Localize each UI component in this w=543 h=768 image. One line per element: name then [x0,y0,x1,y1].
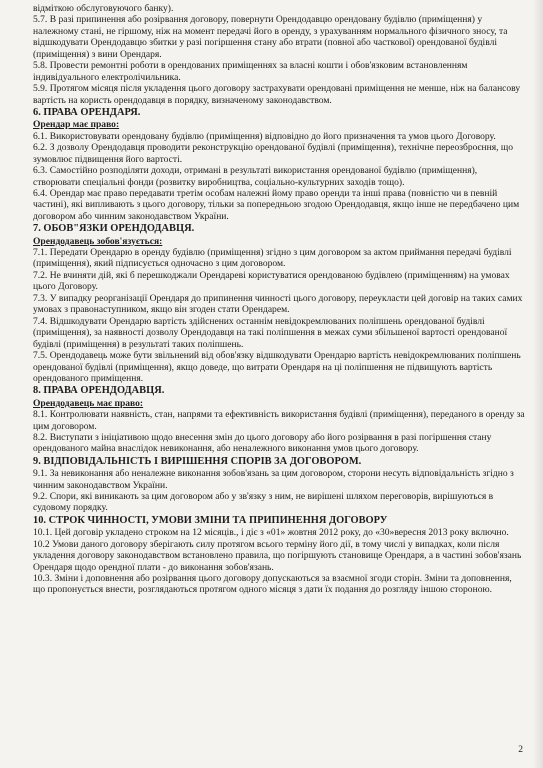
section-heading: 9. ВІДПОВІДАЛЬНІСТЬ І ВИРІШЕННЯ СПОРІВ ЗА ДОГОВОРОМ. [33,455,362,467]
section-subheading: Орендар має право: [33,119,120,131]
section-subheading: Орендодавець має право: [33,397,144,409]
clause-paragraph: 10.1. Цей договір укладено строком на 12 місяців., і діє з «01» жовтня 2012 року, до «30»вересня 2013 року включно. [33,527,509,539]
clause-paragraph: 10.2 Умови даного договору зберігають силу протягом всього терміну його дії, в тому числі у випадках, коли після укладення договору законодавством встановлено правила, що погіршують становище Орендаря, а в частині зобов'язань Орендаря щодо орендної плати - до виконання зобов'язань. [33,538,522,573]
clause-paragraph: 9.2. Спори, які виникають за цим договором або у зв'язку з ним, не вирішені шляхом переговорів, вирішуються в судовому порядку. [33,491,494,514]
section-heading: 7. ОБОВ"ЯЗКИ ОРЕНДОДАВЦЯ. [33,223,195,235]
section-heading: 10. СТРОК ЧИННОСТІ, УМОВИ ЗМІНИ ТА ПРИПИНЕННЯ ДОГОВОРУ [33,514,388,526]
clause-paragraph: 7.3. У випадку реорганізації Орендаря до припинення чинності цього договору, переукласти цей договір на таких самих умовах з правонаступником, якщо він згоден стати Орендарем. [33,292,523,316]
section-heading: 6. ПРАВА ОРЕНДАРЯ. [33,107,141,119]
section-subheading: Орендодавець зобов'язується: [33,235,163,247]
section-heading: 8. ПРАВА ОРЕНДОДАВЦЯ. [33,385,165,397]
clause-paragraph: 7.5. Орендодавець може бути звільнений від обов'язку відшкодувати Орендарю вартість невідокремлюваних поліпшень орендованої будівлі (приміщення), якщо доведе, що витрати Орендаря на ці поліпшення не підвищують вартість орендованого приміщення. [33,350,521,384]
clause-paragraph: 5.9. Протягом місяця після укладення цього договору застрахувати орендовані приміщення не менше, ніж на балансову вартість на користь орендодавця в порядку, визначеному законодавством. [33,83,521,106]
clause-paragraph: 7.2. Не вчиняти дій, які б перешкоджали Орендареві користуватися орендованою будівлею (приміщенням) на умовах цього Договору. [33,269,510,293]
clause-paragraph: 6.1. Використовувати орендовану будівлю (приміщення) відповідно до його призначення та умов цього Договору. [33,130,496,142]
clause-paragraph: 5.7. В разі припинення або розірвання договору, повернути Орендодавцю орендовану будівлю (приміщення) у належному стані, не гіршому, ніж на момент передачі його в оренду, з урахуванням нормального фізичного зносу, та відшкодувати Орендодавцю збитки у разі погіршення стану або втрати (повної або часткової) орендованої будівлі (приміщення) з вини Орендаря. [33,14,508,60]
document-body [33,3,525,596]
clause-paragraph: 9.1. За невиконання або неналежне виконання зобов'язань за цим договором, сторони несуть відповідальність згідно з чинним законодавством України. [33,468,514,491]
clause-paragraph: 10.3. Зміни і доповнення або розірвання цього договору допускаються за взаємної згоди сторін. Зміни та доповнення, що пропонується внести, розглядаються протягом одного місяця з дати їх подання до розгляду іншою стороною. [33,572,512,596]
clause-paragraph: відміткою обслуговуючого банку). [33,3,174,14]
clause-paragraph: 7.4. Відшкодувати Орендарю вартість здійснених останнім невідокремлюваних поліпшень орендованої будівлі (приміщення), за наявності дозволу Орендодавця на такі поліпшення в межах суми збільшеної вартості орендованої будівлі (приміщення) в результаті таких поліпшень. [33,315,508,350]
clause-paragraph: 8.2. Виступати з ініціативою щодо внесення змін до цього договору або його розірвання в разі погіршення стану орендованого майна внаслідок невиконання, або неналежного виконання умов цього договору. [33,432,492,455]
clause-paragraph: 6.2. З дозволу Орендодавця проводити реконструкцію орендованої будівлі (приміщення), технічне переозброєння, що зумовлює підвищення його вартості. [33,142,514,165]
clause-paragraph: 7.1. Передати Орендарю в оренду будівлю (приміщення) згідно з цим договором за актом приймання передачі будівлі (приміщення), який підписується одночасно з цим договором. [33,247,512,270]
clause-paragraph: 8.1. Контролювати наявність, стан, напрями та ефективність використання будівлі (приміщення), переданого в оренду за цим договором. [33,409,525,432]
page-number: 2 [518,744,523,755]
clause-paragraph: 5.8. Провести ремонтні роботи в орендованих приміщеннях за власні кошти і обов'язковим встановленням індивідуального електролічильника. [33,60,468,83]
clause-paragraph: 6.3. Самостійно розподіляти доходи, отримані в результаті використання орендованої будівлю (приміщення), створювати спеціальні фонди (розвитку виробництва, соціально-культурних заходів тощо). [33,165,478,188]
clause-paragraph: 6.4. Орендар має право передавати третім особам належні йому право оренди та інші права (повністю чи в певній частині), які випливають з цього договору, тільки за попередньою згодою Орендодавця, якщо інше не передбачено цим договором або чинним законодавством України. [33,188,520,222]
